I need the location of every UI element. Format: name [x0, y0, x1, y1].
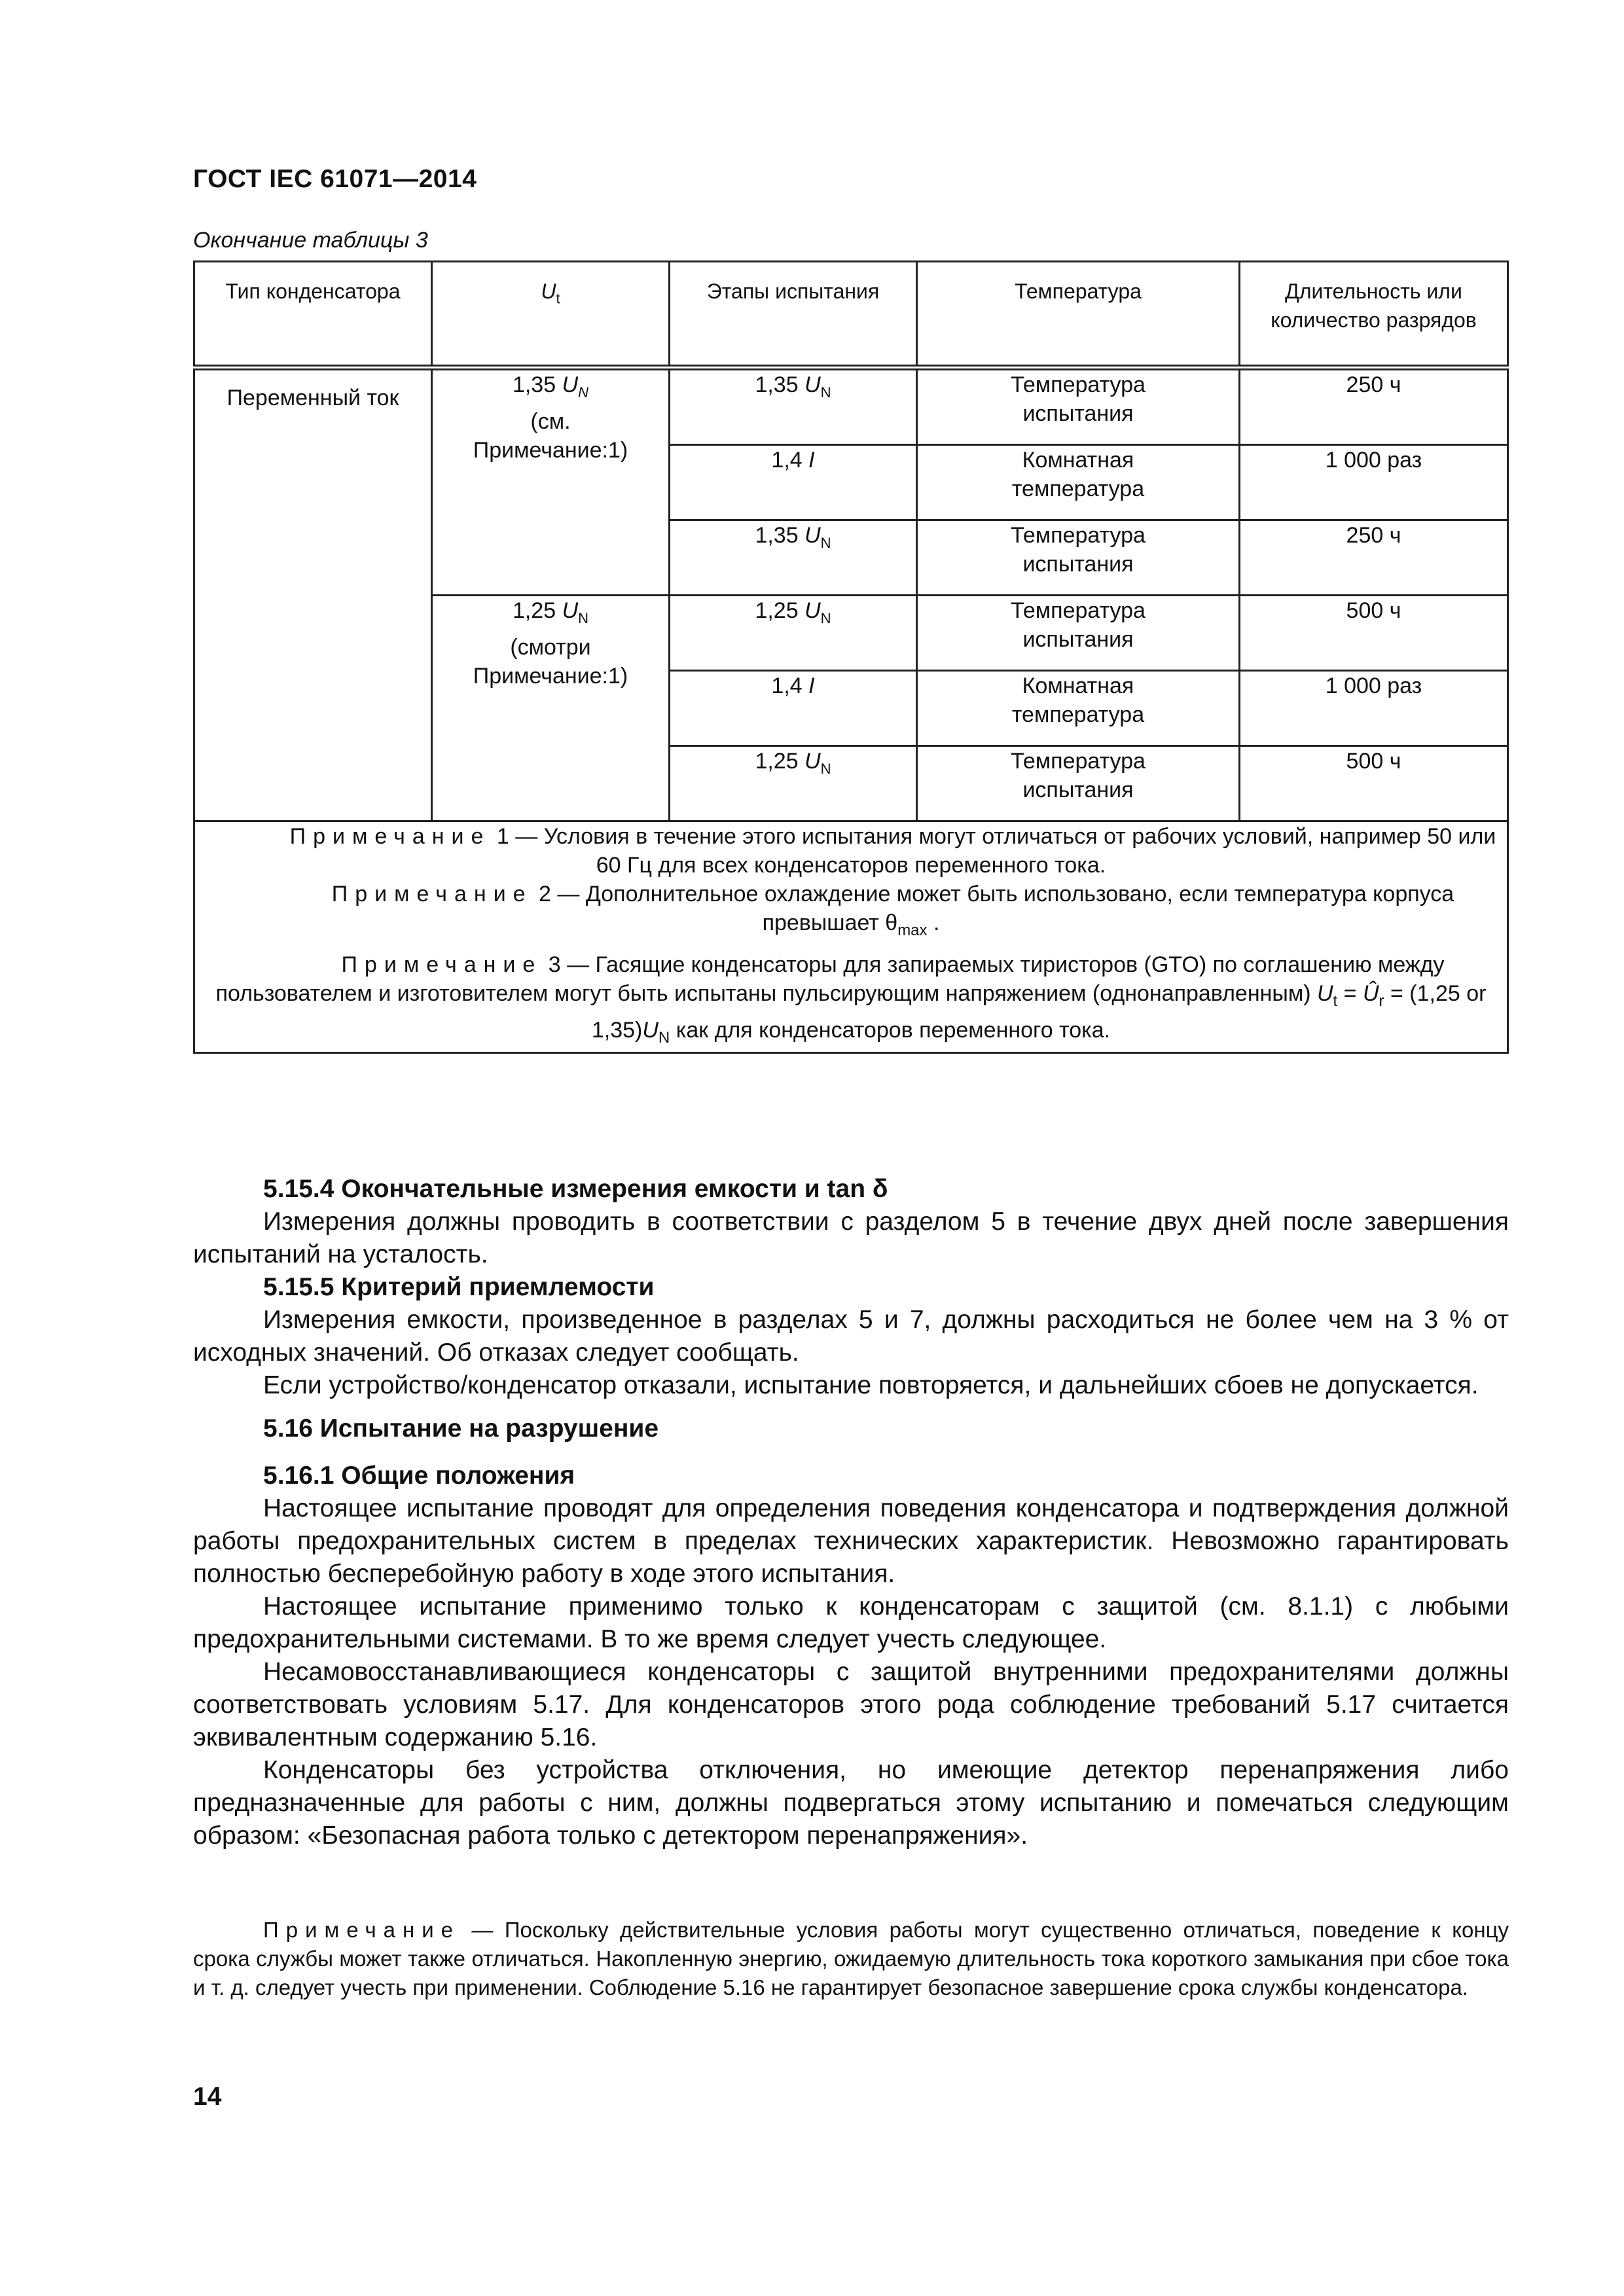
duration-cell: 500 ч [1240, 746, 1508, 821]
test-table [193, 260, 1509, 1054]
table-row [194, 368, 1508, 445]
duration-cell: 250 ч [1240, 520, 1508, 596]
col-header-ut: $U_t$ [432, 262, 670, 368]
paragraph: Настоящее испытание применимо только к конденсаторам с защитой (см. 8.1.1) с любыми предохранительными системами. В то же время следует учесть следующее. [193, 1592, 1509, 1653]
paragraph: Конденсаторы без устройства отключения, но имеющие детектор перенапряжения либо предназначенные для работы с ним, должны подвергаться этому испытанию и помечаться следующим образом: «Безопасная работа только с детектором перенапряжения». [193, 1756, 1509, 1850]
table-caption: Окончание таблицы 3 [193, 228, 428, 253]
section-heading: 5.15.5 Критерий приемлемости [263, 1273, 655, 1301]
paragraph: Измерения емкости, произведенное в разделах 5 и 7, должны расходиться не более чем на 3 % от исходных значений. Об отказах следует сообщать. [193, 1306, 1509, 1367]
temperature-cell: Комнатная температура [917, 671, 1240, 746]
stage-cell: 1,25 $U_N$ [670, 746, 917, 821]
paragraph: Измерения должны проводить в соответствии с разделом 5 в течение двух дней после завершения испытаний на усталость. [193, 1208, 1509, 1268]
section-heading: 5.15.4 Окончательные измерения емкости и tan δ [263, 1175, 888, 1203]
stage-cell: 1,4 I [670, 671, 917, 746]
stage-cell: 1,35 $U_N$ [670, 368, 917, 445]
temperature-cell: Температура испытания [917, 520, 1240, 596]
section-heading: 5.16 Испытание на разрушение [263, 1414, 659, 1443]
paragraph: Если устройство/конденсатор отказали, испытание повторяется, и дальнейших сбоев не допускается. [263, 1371, 1479, 1399]
stage-cell: 1,4 I [670, 445, 917, 520]
table-notes-row [194, 821, 1508, 1053]
note-text: — Поскольку действительные условия работы могут существенно отличаться, поведение к концу срока службы может также отличаться. Накопленную энергию, ожидаемую длительность тока короткого замыкания при сбое тока и т. д. следует учесть при применении. Соблюдение 5.16 не гарантирует безопасное завершение срока службы конденсатора. [193, 1918, 1509, 2000]
table-notes [194, 821, 1508, 1053]
page-number: 14 [193, 2083, 222, 2111]
table-header-row [194, 262, 1508, 368]
col-header-stages: Этапы испытания [670, 262, 917, 368]
temperature-cell: Температура испытания [917, 368, 1240, 445]
section-note [193, 1916, 1509, 2002]
col-header-type: Тип конденсатора [194, 262, 432, 368]
paragraph: Настоящее испытание проводят для определения поведения конденсатора и подтверждения должной работы предохранительных систем в пределах технических характеристик. Невозможно гарантировать полностью бесперебойную работу в ходе этого испытания. [193, 1494, 1509, 1588]
table-note-1: Примечание 1 — Условия в течение этого испытания могут отличаться от рабочих условий, например 50 или 60 Гц для всех конденсаторов переменного тока. [289, 824, 1496, 878]
section-5-15-4 [193, 1173, 1509, 1852]
section-heading: 5.16.1 Общие положения [263, 1462, 575, 1490]
table-note-2: Примечание 2 — Дополнительное охлаждение может быть использовано, если температура корпуса превышает $\theta_{max}$ . [331, 882, 1454, 939]
ut-group-1: 1,35 $U_N$ (см. Примечание:1) [432, 368, 670, 596]
note-label: Примечание [331, 882, 533, 906]
duration-cell: 1 000 раз [1240, 671, 1508, 746]
stage-cell: 1,25 $U_N$ [670, 596, 917, 671]
paragraph: Несамовосстанавливающиеся конденсаторы с защитой внутренними предохранителями должны соответствовать условиям 5.17. Для конденсаторов этого рода соблюдение требований 5.17 считается эквивалентным содержанию 5.16. [193, 1658, 1509, 1751]
stage-cell: 1,35 $U_N$ [670, 520, 917, 596]
duration-cell: 250 ч [1240, 368, 1508, 445]
temperature-cell: Комнатная температура [917, 445, 1240, 520]
duration-cell: 1 000 раз [1240, 445, 1508, 520]
temperature-cell: Температура испытания [917, 746, 1240, 821]
table-note-3: Примечание 3 — Гасящие конденсаторы для запираемых тиристоров (GTO) по соглашению между пользователем и изготовителем могут быть испытаны пульсирующим напряжением (однонаправленным) $U_t$ = $Û_r = (1,25$ or $1,35)U_N$ как для конденсаторов переменного тока. [215, 952, 1487, 1047]
col-header-temperature: Температура [917, 262, 1240, 368]
note-label: Примечание [341, 952, 543, 977]
temperature-cell: Температура испытания [917, 596, 1240, 671]
col-header-duration: Длительность или количество разрядов [1240, 262, 1508, 368]
ut-group-2: 1,25 $U_N$ (смотри Примечание:1) [432, 596, 670, 821]
note-label: Примечание [289, 824, 491, 849]
capacitor-type-cell: Переменный ток [194, 368, 432, 821]
document-header: ГОСТ IEC 61071—2014 [193, 165, 477, 193]
note-label: Примечание [263, 1918, 461, 1942]
duration-cell: 500 ч [1240, 596, 1508, 671]
